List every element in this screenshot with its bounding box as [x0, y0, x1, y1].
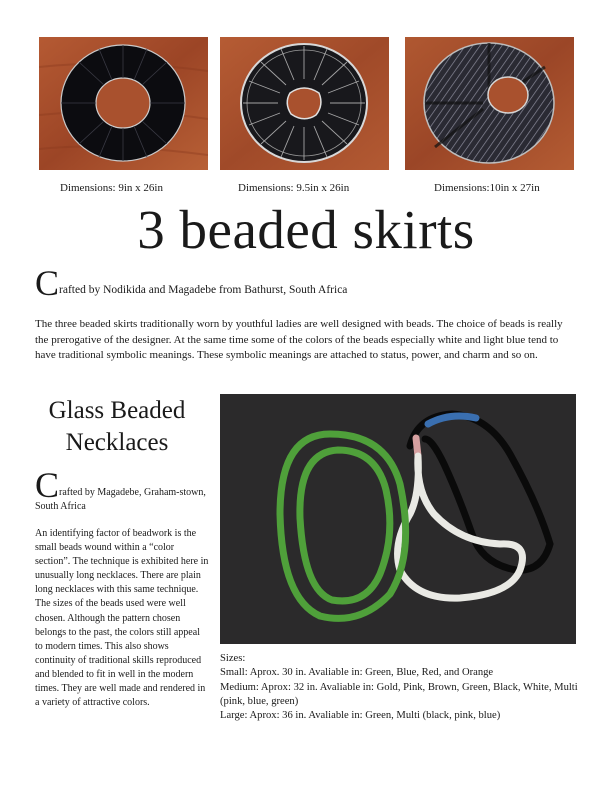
drop-cap: C [35, 465, 60, 505]
size-large: Large: Aprox: 36 in. Avaliable in: Green, Multi (black, pink, blue) [220, 710, 501, 722]
skirt-photo-1 [39, 37, 208, 170]
skirt-3-dimensions: Dimensions:10in x 27in [434, 182, 540, 194]
patterned-beaded-skirt-icon [405, 37, 574, 170]
striped-beaded-skirt-icon [220, 37, 389, 170]
size-medium: Medium: Aprox: 32 in. Avaliable in: Gold, Pink, Brown, Green, Black, White, Multi (pink, blue, green) [220, 681, 578, 707]
skirt-photo-3 [405, 37, 574, 170]
skirts-crafted-by [35, 263, 348, 303]
necklace-section-title [32, 395, 202, 459]
black-beaded-skirt-icon [39, 37, 208, 170]
skirt-2-dimensions: Dimensions: 9.5in x 26in [238, 182, 350, 194]
skirt-photo-2 [220, 37, 389, 170]
skirts-description: The three beaded skirts traditionally worn by youthful ladies are well designed with beads. The choice of beads is really the prerogative of the designer. At the same time some of the colors of the beads especially white and light blue tend to have traditional symbolic meanings. These symbolic meanings are attached to status, power, and charm and so on. [35, 318, 563, 362]
necklace-photo [220, 394, 576, 644]
sizes-heading: Sizes: [220, 653, 246, 664]
necklaces-crafted-by [35, 465, 210, 514]
necklace-title-line-1: Glass Beaded [48, 397, 186, 424]
crafted-by-text: rafted by Magadebe, Graham-stown, South Africa [35, 487, 206, 512]
page-title: 3 beaded skirts [137, 199, 475, 260]
skirt-1-dimensions: Dimensions: 9in x 26in [60, 182, 163, 194]
necklace-title-line-2: Necklaces [65, 429, 169, 456]
long-beaded-necklaces-icon [220, 394, 576, 644]
drop-cap: C [35, 263, 60, 303]
crafted-by-text: rafted by Nodikida and Magadebe from Bathurst, South Africa [59, 284, 348, 296]
necklaces-description: An identifying factor of beadwork is the small beads wound within a “color section”. The technique is exhibited here in unusually long necklaces. There are plain long necklaces with this same technique. The sizes of the beads used were well chosen. Although the pattern chosen belongs to the past, the colors still appeal to modern times. This also shows continuity of traditional skills reproduced and blended to fit in well in the modern times. They are well made and rendered in a variety of attractive colors. [35, 528, 209, 709]
size-small: Small: Aprox. 30 in. Avaliable in: Green, Blue, Red, and Orange [220, 667, 494, 679]
necklace-sizes [220, 652, 580, 723]
